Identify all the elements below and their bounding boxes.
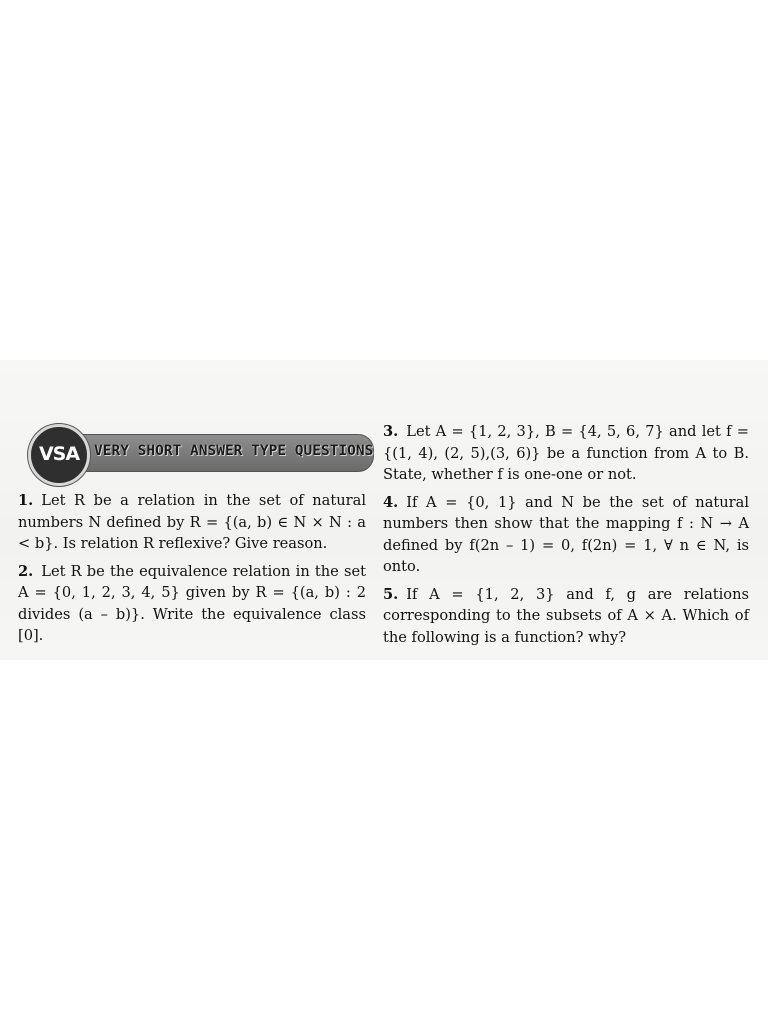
right-column bbox=[383, 421, 749, 654]
question-1 bbox=[18, 490, 366, 555]
section-banner bbox=[18, 420, 374, 480]
left-column bbox=[18, 420, 374, 653]
question-number: 1. bbox=[18, 492, 34, 509]
question-number: 4. bbox=[383, 493, 399, 511]
vsa-badge: VSA bbox=[28, 424, 90, 486]
question-4 bbox=[383, 492, 749, 578]
question-number: 2. bbox=[18, 562, 34, 580]
question-5 bbox=[383, 584, 749, 649]
question-2 bbox=[18, 561, 366, 647]
question-number: 5. bbox=[383, 585, 399, 603]
question-text: If A = {0, 1} and N be the set of natural numbers then show that the mapping f : N → A defined by f(2n – 1) = 0, f(2n) = 1, ∀ n ∈ N, is onto. bbox=[383, 493, 749, 575]
section-title: VERY SHORT ANSWER TYPE QUESTIONS bbox=[94, 443, 374, 459]
question-text: Let R be the equivalence relation in the set A = {0, 1, 2, 3, 4, 5} given by R = {(a, b) : 2 divides (a – b)}. Write the equivalence class [0]. bbox=[18, 562, 366, 644]
question-text: If A = {1, 2, 3} and f, g are relations corresponding to the subsets of A × A. Which of the following is a function? why? bbox=[383, 585, 749, 646]
question-text: Let R be a relation in the set of natural numbers N defined by R = {(a, b) ∈ N × N : a < b}. Is relation R reflexive? Give reason. bbox=[18, 492, 366, 552]
question-number: 3. bbox=[383, 423, 399, 440]
question-3 bbox=[383, 421, 749, 486]
question-text: Let A = {1, 2, 3}, B = {4, 5, 6, 7} and let f = {(1, 4), (2, 5),(3, 6)} be a function from A to B. State, whether f is one-one or not. bbox=[383, 423, 749, 483]
